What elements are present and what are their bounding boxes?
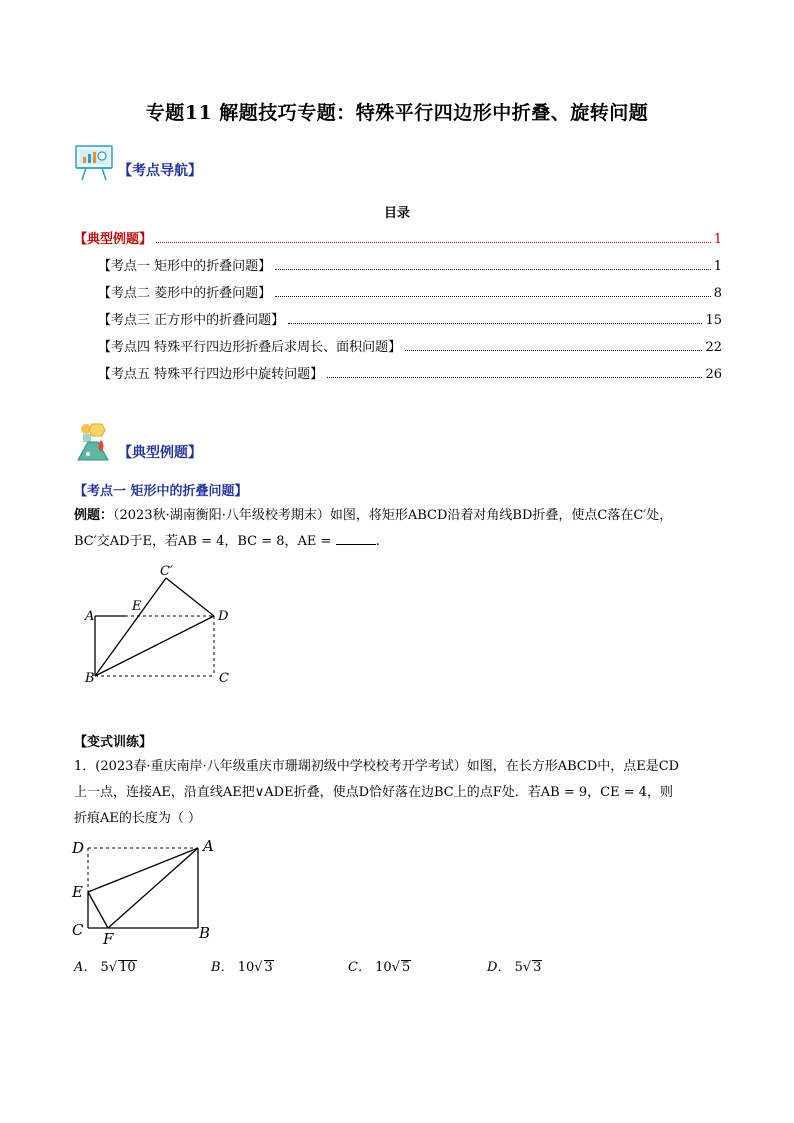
topic-1-title: 【考点一 矩形中的折叠问题】	[74, 484, 248, 499]
label-E: E	[132, 599, 142, 614]
choice-coefficient: 10	[237, 960, 255, 975]
page-title: 专题11 解题技巧专题：特殊平行四边形中折叠、旋转问题	[145, 102, 649, 124]
toc-leader-dots	[275, 295, 711, 297]
practice-title: 【变式训练】	[74, 735, 153, 750]
choice-radicand: 10	[119, 960, 136, 975]
label-B: B	[199, 924, 211, 942]
examples-section-header	[74, 420, 202, 464]
toc-page-number: 15	[705, 313, 722, 328]
label-D: D	[72, 839, 85, 857]
example-lead: 例题：	[74, 508, 114, 523]
toc-entry-1[interactable]	[98, 255, 722, 274]
choice-A[interactable]	[74, 956, 137, 975]
label-B: B	[85, 671, 95, 686]
choice-letter: A．	[74, 960, 97, 975]
toc-title: 目录	[383, 206, 410, 221]
label-C: C	[72, 921, 84, 939]
presentation-board-icon	[74, 142, 116, 182]
toc-entry-3[interactable]	[98, 309, 722, 328]
toc-entry-4[interactable]	[98, 336, 722, 355]
flask-icon	[74, 420, 116, 464]
question-1	[74, 754, 724, 832]
toc-page-number: 26	[705, 367, 722, 382]
toc-leader-dots	[156, 241, 711, 243]
examples-section-label: 【典型例题】	[118, 445, 202, 461]
segment-BCprime	[95, 578, 166, 676]
choice-coefficient: 5	[100, 960, 109, 975]
example-line-1: （2023秋·湖南衡阳·八年级校考期末）如图，将矩形ABCD沿着对角线BD折叠，使点C落在C′处，	[113, 508, 673, 523]
toc-page-number: 1	[713, 232, 722, 247]
question-1-line-3: 折痕AE的长度为（ ）	[74, 811, 202, 826]
label-D: D	[218, 609, 229, 624]
choice-coefficient: 5	[514, 960, 523, 975]
segment-FA	[108, 848, 198, 928]
label-A: A	[85, 609, 95, 624]
label-F: F	[103, 930, 114, 948]
toc-page-number: 1	[713, 259, 722, 274]
crease-AE	[88, 848, 198, 892]
choice-radicand: 3	[533, 960, 542, 975]
question-1-line-2: 上一点，连接AE，沿直线AE把∨ADE折叠，使点D恰好落在边BC上的点F处．若AB = 9，CE = 4，则	[74, 785, 673, 800]
radical-sign: √	[108, 960, 118, 975]
figure-folded-rectangle-2	[66, 834, 226, 948]
toc-page-number: 8	[713, 286, 722, 301]
label-C: C	[219, 671, 229, 686]
toc-page-number: 22	[705, 340, 722, 355]
choice-B[interactable]	[211, 956, 274, 975]
choice-letter: C．	[348, 960, 371, 975]
example-problem	[74, 503, 724, 555]
toc-entry-label: 【考点五 特殊平行四边形中旋转问题】	[98, 367, 324, 382]
answer-blank[interactable]	[336, 532, 376, 545]
choice-coefficient: 10	[375, 960, 392, 975]
choice-radicand: 3	[264, 960, 273, 975]
toc-entry-label: 【考点一 矩形中的折叠问题】	[98, 259, 272, 274]
toc-leader-dots	[405, 349, 702, 351]
toc-entry-2[interactable]	[98, 282, 722, 301]
segment-CprimeD	[166, 578, 214, 616]
nav-section-label: 【考点导航】	[118, 163, 202, 179]
choice-letter: B．	[211, 960, 234, 975]
toc-entry-label: 【典型例题】	[74, 232, 153, 247]
radical-sign: √	[522, 960, 532, 975]
toc-entry-label: 【考点四 特殊平行四边形折叠后求周长、面积问题】	[98, 340, 402, 355]
toc-leader-dots	[275, 268, 711, 270]
radical-sign: √	[391, 960, 400, 975]
choice-C[interactable]	[348, 956, 411, 975]
label-E: E	[72, 883, 83, 901]
nav-section-header	[74, 142, 202, 182]
toc-entry-main[interactable]	[74, 228, 722, 247]
choice-letter: D．	[487, 960, 511, 975]
example-line-2-end: .	[375, 534, 380, 549]
choice-radicand: 5	[401, 960, 411, 975]
label-A: A	[203, 837, 214, 855]
toc-leader-dots	[288, 322, 702, 324]
diagonal-BD	[95, 616, 214, 676]
toc-leader-dots	[327, 376, 702, 378]
segment-EF	[88, 892, 108, 928]
radical-sign: √	[254, 960, 263, 975]
question-1-line-1: 1．(2023春·重庆南岸·八年级重庆市珊瑚初级中学校校考开学考试）如图，在长方形ABCD中，点E是CD	[74, 759, 680, 774]
toc-entry-label: 【考点三 正方形中的折叠问题】	[98, 313, 285, 328]
toc-entry-label: 【考点二 菱形中的折叠问题】	[98, 286, 272, 301]
toc-entry-5[interactable]	[98, 363, 722, 382]
example-line-2: BC′交AD于E，若AB = 4，BC = 8，AE =	[74, 534, 336, 549]
figure-folded-rectangle	[80, 560, 240, 690]
choice-D[interactable]	[487, 956, 542, 975]
label-Cprime: C′	[160, 564, 173, 579]
